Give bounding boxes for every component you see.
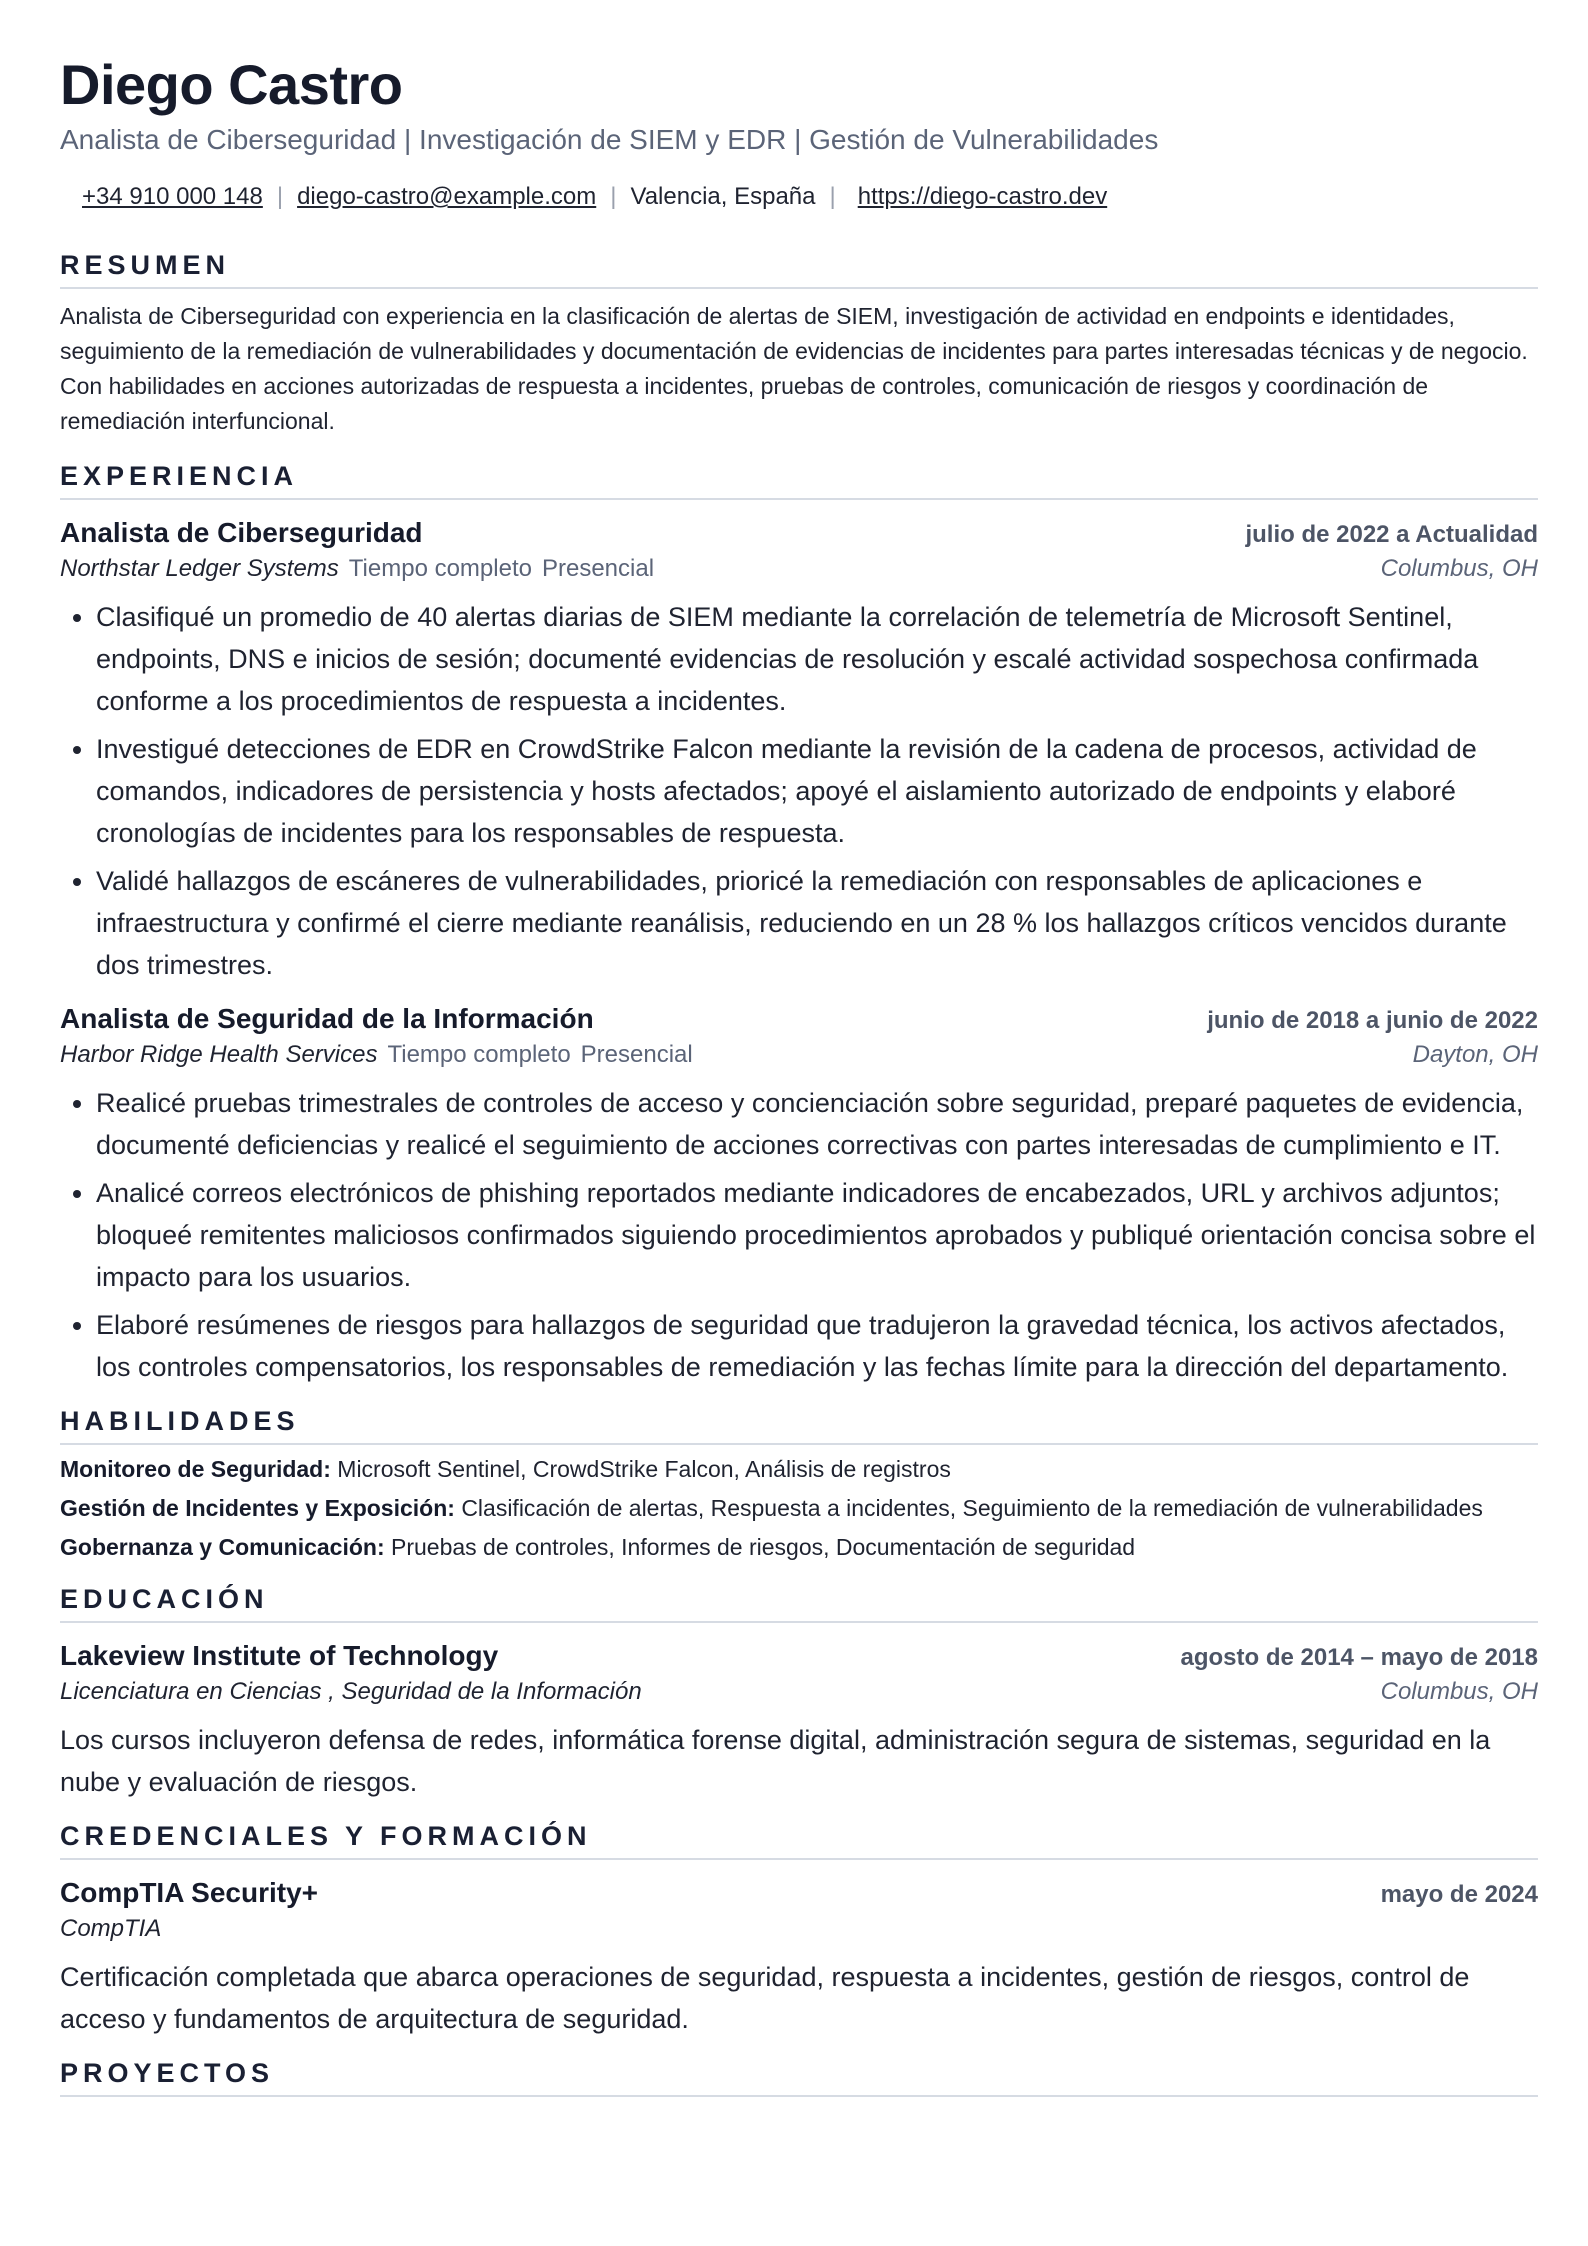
education-entry — [60, 1637, 1538, 1803]
job-mode: Presencial — [541, 555, 655, 582]
section-title-credentials: CREDENCIALES Y FORMACIÓN — [60, 1819, 1538, 1860]
section-title-experience: EXPERIENCIA — [60, 459, 1538, 500]
skill-group — [60, 1494, 1538, 1523]
skill-items: Microsoft Sentinel, CrowdStrike Falcon, Análisis de registros — [337, 1456, 951, 1482]
job-bullet: • Validé hallazgos de escáneres de vulnerabilidades, prioricé la remediación con responsables de aplicaciones e infraestructura y confirmé el cierre mediante reanálisis, reduciendo en un 28 % los hallazgos críticos vencidos durante dos trimestres. — [96, 860, 1538, 986]
section-title-education: EDUCACIÓN — [60, 1582, 1538, 1623]
education-degree: Licenciatura en Ciencias , Seguridad de la Información — [60, 1678, 642, 1705]
contact-separator: | — [276, 183, 284, 210]
credential-entry — [60, 1874, 1538, 2040]
skill-label: Monitoreo de Seguridad: — [60, 1456, 331, 1482]
candidate-headline: Analista de Ciberseguridad | Investigación de SIEM y EDR | Gestión de Vulnerabilidades — [60, 124, 1159, 155]
skill-items: Pruebas de controles, Informes de riesgos, Documentación de seguridad — [391, 1534, 1136, 1560]
job-bullets — [60, 596, 1538, 986]
skill-items: Clasificación de alertas, Respuesta a incidentes, Seguimiento de la remediación de vulnerabilidades — [461, 1495, 1483, 1521]
job-company: Northstar Ledger Systems — [60, 555, 339, 582]
contact-separator: | — [829, 183, 836, 210]
education-description: Los cursos incluyeron defensa de redes, informática forense digital, administración segura de sistemas, seguridad en la nube y evaluación de riesgos. — [60, 1725, 1491, 1797]
job-company: Harbor Ridge Health Services — [60, 1041, 378, 1068]
job-role: Analista de Ciberseguridad — [60, 517, 423, 548]
job-bullets — [60, 1082, 1538, 1388]
section-title-summary: RESUMEN — [60, 248, 1538, 289]
education-location: Columbus, OH — [1380, 1678, 1538, 1705]
candidate-name: Diego Castro — [60, 53, 403, 116]
education-dates: agosto de 2014 – mayo de 2018 — [1180, 1644, 1538, 1671]
contact-separator: | — [610, 183, 617, 210]
job-bullet: • Investigué detecciones de EDR en CrowdStrike Falcon mediante la revisión de la cadena de procesos, actividad de comandos, indicadores de persistencia y hosts afectados; apoyé el aislamiento autorizado de endpoints y elaboré cronologías de incidentes para los responsables de respuesta. — [96, 728, 1538, 854]
job-entry — [60, 514, 1538, 986]
credential-description: Certificación completada que abarca operaciones de seguridad, respuesta a incidentes, gestión de riesgos, control de acceso y fundamentos de arquitectura de seguridad. — [60, 1962, 1470, 2034]
job-location: Columbus, OH — [1380, 555, 1538, 582]
job-type: Tiempo completo — [348, 555, 532, 582]
job-type: Tiempo completo — [387, 1041, 571, 1068]
skill-label: Gobernanza y Comunicación: — [60, 1534, 385, 1560]
location-text: Valencia, España — [630, 183, 816, 210]
education-school: Lakeview Institute of Technology — [60, 1640, 499, 1671]
skill-group — [60, 1455, 1538, 1484]
job-location: Dayton, OH — [1412, 1041, 1538, 1068]
job-bullet: • Elaboré resúmenes de riesgos para hallazgos de seguridad que tradujeron la gravedad técnica, los activos afectados, los controles compensatorios, los responsables de remediación y las fechas límite para la dirección del departamento. — [96, 1304, 1538, 1388]
contact-bar — [60, 180, 1538, 214]
email-link[interactable]: diego-castro@example.com — [297, 183, 597, 210]
job-dates: junio de 2018 a junio de 2022 — [1207, 1007, 1538, 1034]
job-entry — [60, 1000, 1538, 1388]
job-bullet: • Clasifiqué un promedio de 40 alertas diarias de SIEM mediante la correlación de telemetría de Microsoft Sentinel, endpoints, DNS e inicios de sesión; documenté evidencias de resolución y escalé actividad sospechosa confirmada conforme a los procedimientos de respuesta a incidentes. — [96, 596, 1538, 722]
phone-link[interactable]: +34 910 000 148 — [82, 183, 263, 210]
credential-name: CompTIA Security+ — [60, 1877, 319, 1908]
job-mode: Presencial — [580, 1041, 693, 1068]
credential-issuer: CompTIA — [60, 1915, 162, 1942]
section-title-skills: HABILIDADES — [60, 1404, 1538, 1445]
credential-date: mayo de 2024 — [1380, 1881, 1538, 1908]
skill-group — [60, 1533, 1538, 1562]
resume-page — [60, 50, 1538, 2097]
section-title-projects: PROYECTOS — [60, 2056, 1538, 2097]
job-role: Analista de Seguridad de la Información — [60, 1003, 594, 1034]
job-bullet: • Analicé correos electrónicos de phishing reportados mediante indicadores de encabezados, URL y archivos adjuntos; bloqueé remitentes maliciosos confirmados siguiendo procedimientos aprobados y publiqué orientación concisa sobre el impacto para los usuarios. — [96, 1172, 1538, 1298]
job-dates: julio de 2022 a Actualidad — [1245, 521, 1538, 548]
summary-text: Analista de Ciberseguridad con experiencia en la clasificación de alertas de SIEM, investigación de actividad en endpoints e identidades, seguimiento de la remediación de vulnerabilidades y documentación de evidencias de incidentes para partes interesadas técnicas y de negocio. Con habilidades en acciones autorizadas de respuesta a incidentes, pruebas de controles, comunicación de riesgos y coordinación de remediación interfuncional. — [60, 303, 1528, 434]
job-bullet: • Realicé pruebas trimestrales de controles de acceso y concienciación sobre seguridad, preparé paquetes de evidencia, documenté deficiencias y realicé el seguimiento de acciones correctivas con partes interesadas de cumplimiento e IT. — [96, 1082, 1538, 1166]
skill-label: Gestión de Incidentes y Exposición: — [60, 1495, 455, 1521]
website-link[interactable]: https://diego-castro.dev — [857, 183, 1108, 210]
